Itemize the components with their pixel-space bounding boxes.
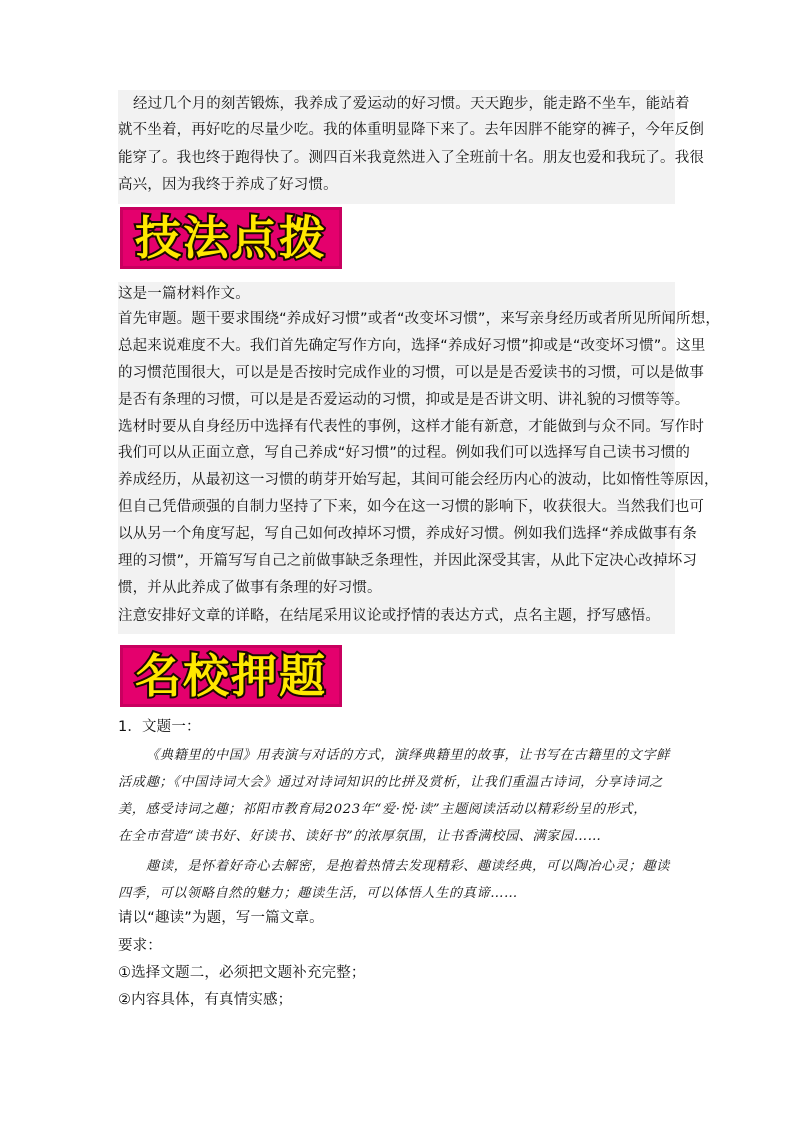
tips-line: 总起来说难度不大。我们首先确定写作方向，选择“养成好习惯”抑或是“改变坏习惯”。这里 [118,338,706,354]
intro-line: 高兴，因为我终于养成了好习惯。 [118,177,338,193]
section-banner-tips [120,207,342,269]
question-text-line: 活成趣；《中国诗词大会》通过对诗词知识的比拼及赏析，让我们重温古诗词，分享诗词之 [118,775,663,790]
tips-line: 养成经历，从最初这一习惯的萌芽开始写起，其间可能会经历内心的波动，比如惰性等原因， [118,472,719,488]
question-text-line: 在全市营造“读书好、好读书、读好书”的浓厚氛围，让书香满校园、满家园…… [118,829,602,844]
intro-line: 经过几个月的刻苦锻炼，我养成了爱运动的好习惯。天天跑步，能走路不坐车，能站着 [133,96,690,112]
tips-line: 选材时要从自身经历中选择有代表性的事例，这样才能有新意，才能做到与众不同。写作时 [118,419,704,435]
tips-line: 以从另一个角度写起，写自己如何改掉坏习惯，养成好习惯。例如我们选择“养成做事有条 [118,526,698,542]
banner-title: 名校押题 [135,649,327,703]
section-banner-prediction [120,645,342,707]
question-heading: 1．文题一： [118,719,201,735]
tips-line: 我们可以从正面立意，写自己养成“好习惯”的过程。例如我们可以选择写自己读书习惯的 [118,445,691,461]
question-text-line: 四季，可以领略自然的魅力；趣读生活，可以体悟人生的真谛…… [118,886,518,901]
question-text-line: 美，感受诗词之趣；祁阳市教育局2023年“爱·悦·读”主题阅读活动以精彩纷呈的形式， [118,802,648,817]
intro-line: 能穿了。我也终于跑得快了。测四百米我竟然进入了全班前十名。朋友也爱和我玩了。我很 [118,150,704,166]
intro-line: 就不坐着，再好吃的尽量少吃。我的体重明显降下来了。去年因胖不能穿的裤子，今年反倒 [118,122,704,138]
tips-line: 惯，并从此养成了做事有条理的好习惯。 [118,580,382,596]
tips-line: 的习惯范围很大，可以是是否按时完成作业的习惯，可以是是否爱读书的习惯，可以是做事 [118,365,704,381]
instruction-line: 要求： [118,938,162,954]
tips-line: 但自己凭借顽强的自制力坚持了下来，如今在这一习惯的影响下，收获很大。当然我们也可 [118,499,704,515]
tips-line: 首先审题。题干要求围绕“养成好习惯”或者“改变坏习惯”，来写亲身经历或者所见所闻所想， [118,311,720,327]
tips-line: 这是一篇材料作文。 [118,286,250,302]
instruction-line: ①选择文题二，必须把文题补充完整； [118,965,366,981]
tips-line: 注意安排好文章的详略，在结尾采用议论或抒情的表达方式，点名主题，抒写感悟。 [118,608,661,624]
question-text-line: 《典籍里的中国》用表演与对话的方式，演绎典籍里的故事，让书写在古籍里的文字鲜 [146,748,670,763]
banner-title: 技法点拨 [135,211,327,265]
tips-line: 理的习惯”，开篇写写自己之前做事缺乏条理性，并因此深受其害，从此下定决心改掉坏习 [118,553,698,569]
instruction-line: 请以“趣读”为题，写一篇文章。 [118,910,324,926]
question-text-line: 趣读，是怀着好奇心去解密，是抱着热情去发现精彩、趣读经典，可以陶冶心灵；趣读 [146,859,670,874]
tips-line: 是否有条理的习惯，可以是是否爱运动的习惯，抑或是是否讲文明、讲礼貌的习惯等等。 [118,392,690,408]
instruction-line: ②内容具体，有真情实感； [118,992,293,1008]
